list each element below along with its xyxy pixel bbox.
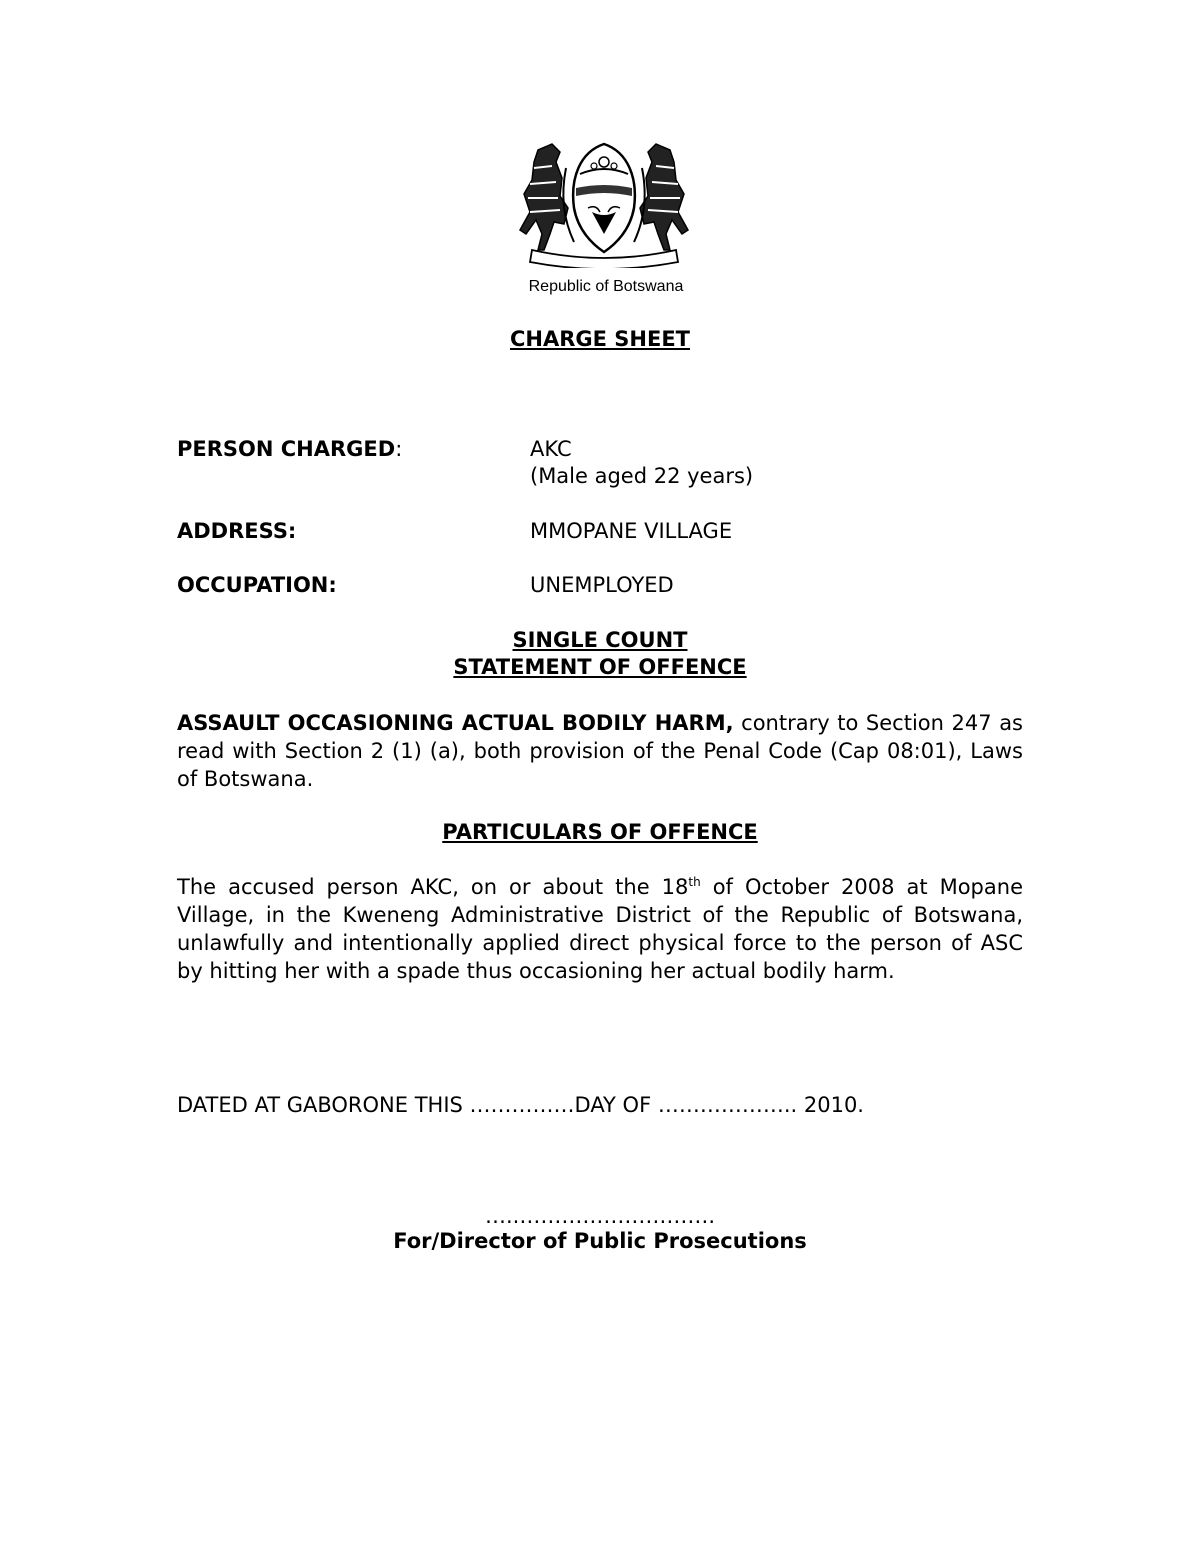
statement-text: contrary to Section 247 as read with Section 2 (1) (a), both provision of the Penal Code (Cap 08:01), Laws of Botswana. <box>177 711 1024 791</box>
person-charged-colon: : <box>395 437 403 461</box>
address-label: ADDRESS: <box>177 519 297 543</box>
occupation-value: UNEMPLOYED <box>530 573 674 597</box>
ordinal-suffix: th <box>688 875 701 889</box>
particulars-paragraph <box>177 873 1023 985</box>
signatory-title: For/Director of Public Prosecutions <box>393 1229 807 1253</box>
occupation-label: OCCUPATION: <box>177 573 337 597</box>
signature-line: …..………………………. <box>484 1204 716 1228</box>
emblem-caption: Republic of Botswana <box>528 278 684 295</box>
document-title: CHARGE SHEET <box>509 327 691 351</box>
particulars-heading: PARTICULARS OF OFFENCE <box>442 820 758 844</box>
coat-of-arms-icon <box>508 138 700 268</box>
person-charged-detail: (Male aged 22 years) <box>530 464 754 488</box>
offence-name: ASSAULT OCCASIONING ACTUAL BODILY HARM, <box>177 711 734 735</box>
person-charged-label-text: PERSON CHARGED <box>177 437 396 461</box>
person-charged-name: AKC <box>530 437 572 461</box>
statement-paragraph <box>177 709 1023 793</box>
count-heading: SINGLE COUNT <box>512 628 688 652</box>
address-value: MMOPANE VILLAGE <box>530 519 733 543</box>
dated-line: DATED AT GABORONE THIS ……………DAY OF ……………….. 2010. <box>177 1093 864 1117</box>
person-charged-label <box>177 437 402 461</box>
particulars-text-before: The accused person AKC, on or about the 18 <box>177 875 689 899</box>
particulars-text-after: of October 2008 at Mopane Village, in the Kweneng Administrative District of the Republic of Botswana, unlawfully and intentionally applied direct physical force to the person of ASC by hitting her with a spade thus occasioning her actual bodily harm. <box>177 875 1023 983</box>
statement-heading: STATEMENT OF OFFENCE <box>453 655 747 679</box>
